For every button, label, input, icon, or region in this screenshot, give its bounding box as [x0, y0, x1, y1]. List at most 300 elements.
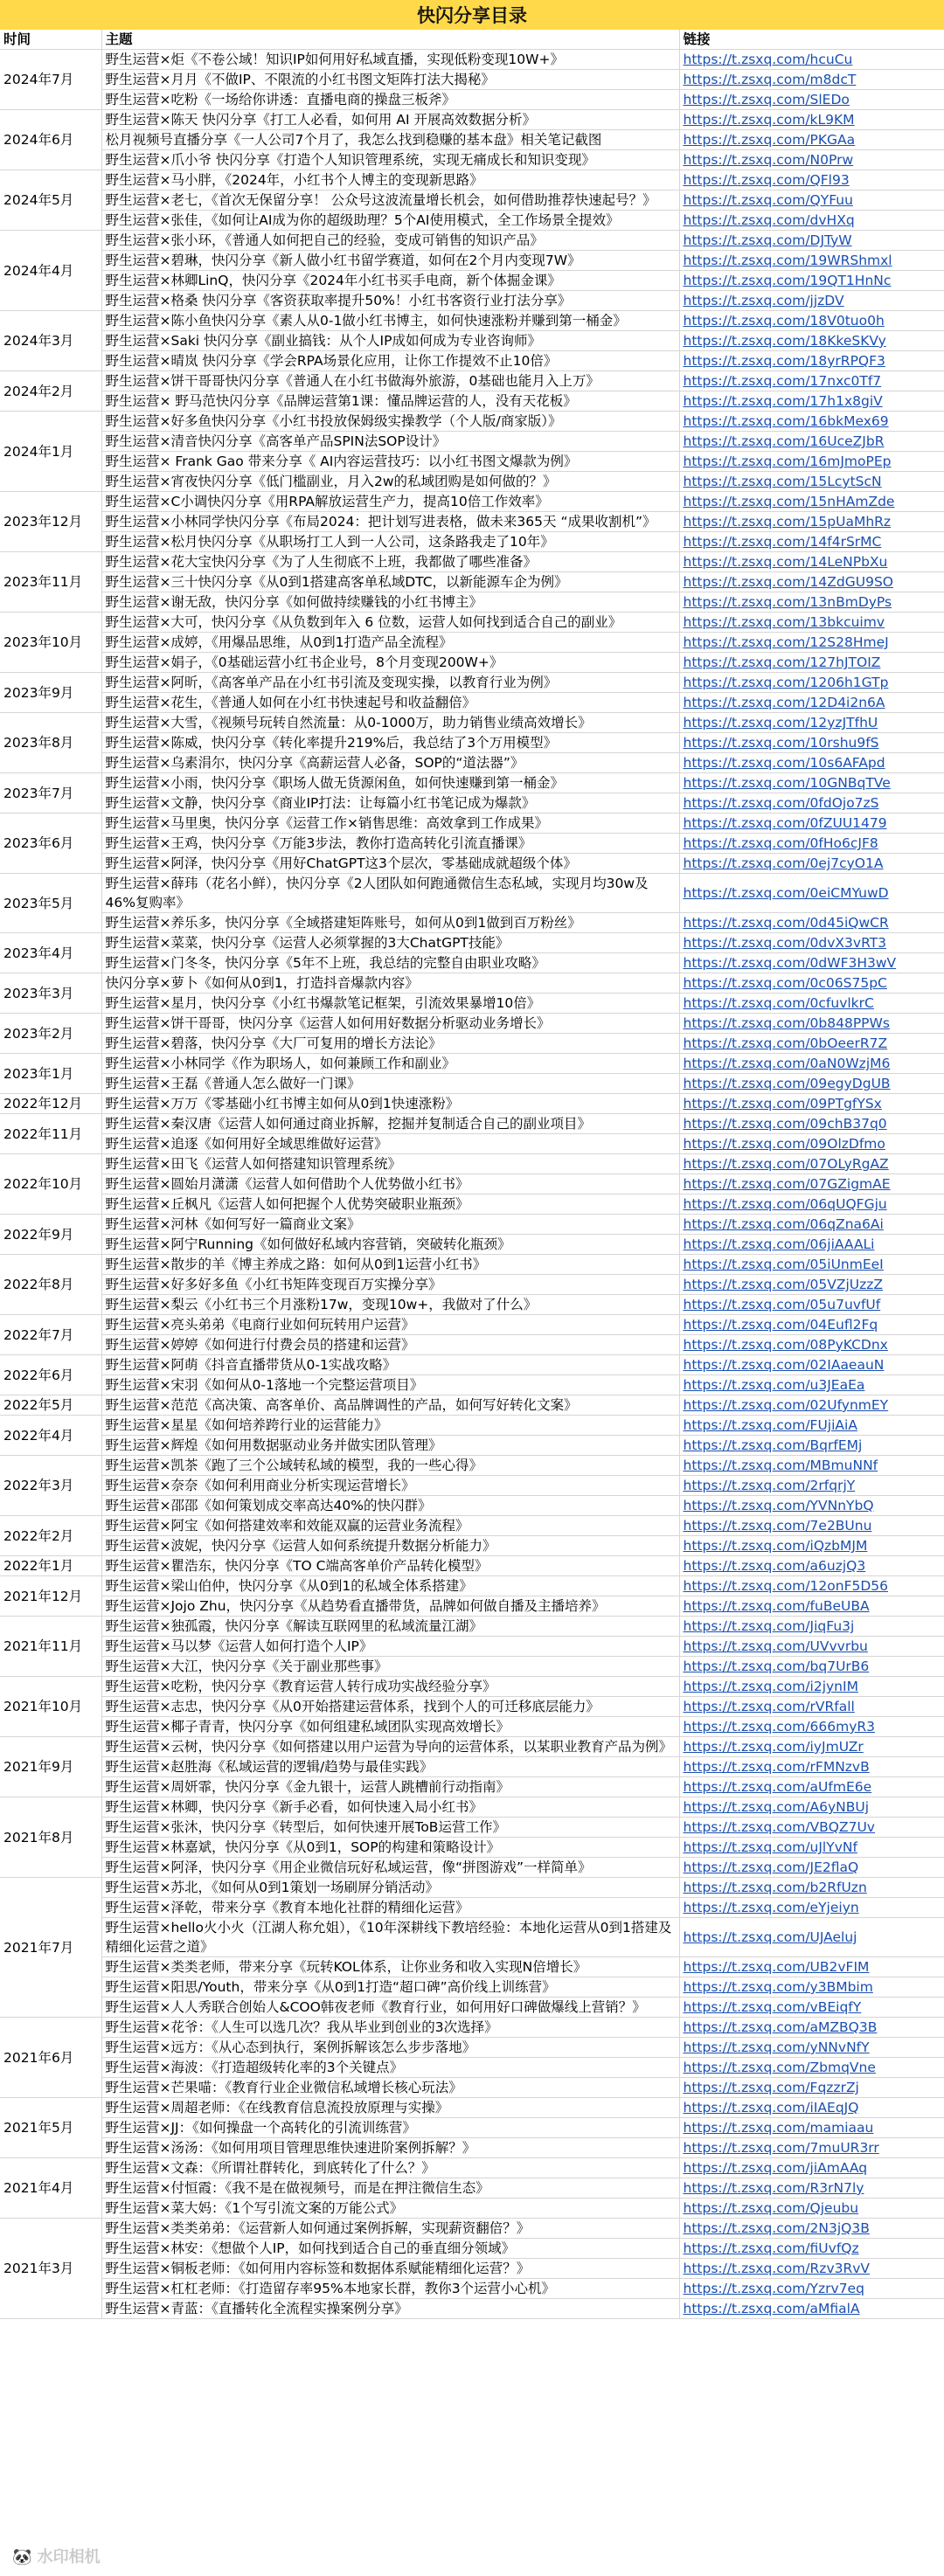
table-row — [0, 150, 944, 170]
topic-cell: 野生运营×菜菜，快闪分享《运营人必须掌握的3大ChatGPT技能》 — [101, 933, 679, 953]
month-cell: 2022年1月 — [0, 1556, 101, 1576]
table-row — [0, 834, 944, 854]
link-cell[interactable]: https://t.zsxq.com/0d45iQwCR — [679, 913, 944, 933]
page-title: 快闪分享目录 — [0, 0, 944, 31]
link-cell[interactable]: https://t.zsxq.com/iyJmUZr — [679, 1737, 944, 1757]
link-cell[interactable]: https://t.zsxq.com/12yzJTfhU — [679, 713, 944, 733]
link-cell[interactable]: https://t.zsxq.com/09PTgfYSx — [679, 1094, 944, 1114]
topic-cell: 野生运营×Jojo Zhu，快闪分享《从趋势看直播带货，品牌如何做自播及主播培养》 — [101, 1596, 679, 1617]
link-cell[interactable]: https://t.zsxq.com/b2RfUzn — [679, 1878, 944, 1898]
topic-cell: 野生运营×人人秀联合创始人&COO韩夜老师《教育行业，如何用好口碑做爆线上营销？》 — [101, 1998, 679, 2018]
link-cell[interactable]: https://t.zsxq.com/0b848PPWs — [679, 1014, 944, 1034]
month-cell: 2021年6月 — [0, 2018, 101, 2098]
table-row — [0, 1496, 944, 1516]
link-cell[interactable]: https://t.zsxq.com/12onF5D56 — [679, 1576, 944, 1596]
month-cell: 2024年7月 — [0, 50, 101, 110]
link-cell[interactable]: https://t.zsxq.com/14f4rSrMC — [679, 532, 944, 552]
table-row — [0, 913, 944, 933]
link-cell[interactable]: https://t.zsxq.com/iQzbMJM — [679, 1536, 944, 1556]
topic-cell: 野生运营×河林《如何写好一篇商业文案》 — [101, 1215, 679, 1235]
month-cell: 2022年11月 — [0, 1114, 101, 1154]
link-cell[interactable]: https://t.zsxq.com/aMZBQ3B — [679, 2018, 944, 2038]
topic-cell: 野生运营×乌素涓尔，快闪分享《高薪运营人必备，SOP的“道法器”》 — [101, 753, 679, 773]
topic-cell: 野生运营×阿昕，《高客单产品在小红书引流及变现实操，以教育行业为例》 — [101, 673, 679, 693]
link-cell[interactable]: https://t.zsxq.com/kL9KM — [679, 110, 944, 130]
link-cell[interactable]: https://t.zsxq.com/05VZjUzzZ — [679, 1275, 944, 1295]
topic-cell: 快闪分享×萝卜《如何从0到1，打造抖音爆款内容》 — [101, 973, 679, 994]
table-row — [0, 512, 944, 532]
topic-cell: 野生运营×田飞《运营人如何搭建知识管理系统》 — [101, 1154, 679, 1174]
table-row — [0, 1114, 944, 1134]
topic-cell: 野生运营×杠杠老师：《打造留存率95%本地家长群，教你3个运营小心机》 — [101, 2279, 679, 2299]
topic-cell: 野生运营×赵胜海《私域运营的逻辑/趋势与最佳实践》 — [101, 1757, 679, 1777]
table-row — [0, 492, 944, 512]
link-cell[interactable]: https://t.zsxq.com/127hJTOIZ — [679, 653, 944, 673]
link-cell[interactable]: https://t.zsxq.com/666myR3 — [679, 1717, 944, 1737]
link-cell[interactable]: https://t.zsxq.com/10GNBqTVe — [679, 773, 944, 793]
topic-cell: 野生运营×文静，快闪分享《商业IP打法：让每篇小红书笔记成为爆款》 — [101, 793, 679, 814]
table-row — [0, 1818, 944, 1838]
month-cell: 2023年4月 — [0, 933, 101, 973]
link-cell[interactable]: https://t.zsxq.com/QYFuu — [679, 190, 944, 211]
topic-cell: 野生运营×阿泽，快闪分享《用好ChatGPT这3个层次，零基础成就超级个体》 — [101, 854, 679, 874]
topic-cell: 野生运营×好多好多鱼《小红书矩阵变现百万实操分享》 — [101, 1275, 679, 1295]
table-row — [0, 854, 944, 874]
link-cell[interactable]: https://t.zsxq.com/m8dcT — [679, 70, 944, 90]
table-row — [0, 1717, 944, 1737]
month-cell: 2024年1月 — [0, 412, 101, 492]
table-row — [0, 1014, 944, 1034]
table-row — [0, 1134, 944, 1154]
topic-cell: 野生运营×清音快闪分享《高客单产品SPIN法SOP设计》 — [101, 432, 679, 452]
topic-cell: 野生运营×养乐多，快闪分享《全域搭建矩阵账号，如何从0到1做到百万粉丝》 — [101, 913, 679, 933]
link-cell[interactable]: https://t.zsxq.com/09OlzDfmo — [679, 1134, 944, 1154]
table-row — [0, 311, 944, 331]
topic-cell: 野生运营×炬《不卷公域！知识IP如何用好私域直播，实现低粉变现10W+》 — [101, 50, 679, 70]
topic-cell: 野生运营×周超老师：《在线教育信息流投放原理与实操》 — [101, 2098, 679, 2118]
topic-cell: 野生运营×周妍霏，快闪分享《金九银十，运营人跳槽前行动指南》 — [101, 1777, 679, 1797]
table-row — [0, 1195, 944, 1215]
topic-cell: 野生运营×阳思/Youth，带来分享《从0到1打造“超口碑”高价线上训练营》 — [101, 1977, 679, 1998]
link-cell[interactable]: https://t.zsxq.com/Rzv3RvV — [679, 2259, 944, 2279]
topic-cell: 野生运营×宋羽《如何从0-1落地一个完整运营项目》 — [101, 1375, 679, 1395]
link-cell[interactable]: https://t.zsxq.com/ZbmqVne — [679, 2058, 944, 2078]
table-row — [0, 2138, 944, 2158]
link-cell[interactable]: https://t.zsxq.com/aMfialA — [679, 2299, 944, 2319]
topic-cell: 野生运营×陈威，快闪分享《转化率提升219%后，我总结了3个万用模型》 — [101, 733, 679, 753]
link-cell[interactable]: https://t.zsxq.com/02IAaeauN — [679, 1355, 944, 1375]
link-cell[interactable]: https://t.zsxq.com/08PyKCDnx — [679, 1335, 944, 1355]
month-cell: 2024年5月 — [0, 170, 101, 231]
table-row — [0, 633, 944, 653]
link-cell[interactable]: https://t.zsxq.com/10s6AFApd — [679, 753, 944, 773]
table-row — [0, 1677, 944, 1697]
topic-cell: 野生运营× Frank Gao 带来分享《 AI内容运营技巧：以小红书图文爆款为例》 — [101, 452, 679, 472]
topic-cell: 野生运营×菜大妈：《1个写引流文案的万能公式》 — [101, 2199, 679, 2219]
link-cell[interactable]: https://t.zsxq.com/jiAmAAq — [679, 2158, 944, 2178]
month-cell: 2021年12月 — [0, 1576, 101, 1617]
link-cell[interactable]: https://t.zsxq.com/0c06S75pC — [679, 973, 944, 994]
link-cell[interactable]: https://t.zsxq.com/14LeNPbXu — [679, 552, 944, 572]
table-row — [0, 793, 944, 814]
link-cell[interactable]: https://t.zsxq.com/05iUnmEeI — [679, 1255, 944, 1275]
link-cell[interactable]: https://t.zsxq.com/0fdOjo7zS — [679, 793, 944, 814]
link-cell[interactable]: https://t.zsxq.com/0cfuvlkrC — [679, 994, 944, 1014]
link-cell[interactable]: https://t.zsxq.com/1206h1GTp — [679, 673, 944, 693]
table-row — [0, 130, 944, 150]
table-row — [0, 753, 944, 773]
topic-cell: 野生运营×陈天 快闪分享《打工人必看，如何用 AI 开展高效数据分析》 — [101, 110, 679, 130]
link-cell[interactable]: https://t.zsxq.com/QFl93 — [679, 170, 944, 190]
link-cell[interactable]: https://t.zsxq.com/JiqFu3j — [679, 1617, 944, 1637]
link-cell[interactable]: https://t.zsxq.com/0fZUU1479 — [679, 814, 944, 834]
table-row — [0, 1416, 944, 1436]
link-cell[interactable]: https://t.zsxq.com/BqrfEMj — [679, 1436, 944, 1456]
table-row — [0, 1898, 944, 1918]
table-row — [0, 1315, 944, 1335]
link-cell[interactable]: https://t.zsxq.com/0ej7cyO1A — [679, 854, 944, 874]
link-cell[interactable]: https://t.zsxq.com/dvHXq — [679, 211, 944, 231]
link-cell[interactable]: https://t.zsxq.com/15nHAmZde — [679, 492, 944, 512]
table-row — [0, 1074, 944, 1094]
table-row — [0, 1838, 944, 1858]
topic-cell: 野生运营×梁山伯仲，快闪分享《从0到1的私域全体系搭建》 — [101, 1576, 679, 1596]
link-cell[interactable]: https://t.zsxq.com/0eiCMYuwD — [679, 874, 944, 913]
topic-cell: 野生运营×C小调快闪分享《用RPA解放运营生产力，提高10倍工作效率》 — [101, 492, 679, 512]
table-row — [0, 1536, 944, 1556]
topic-cell: 野生运营×晴岚 快闪分享《学会RPA场景化应用，让你工作提效不止10倍》 — [101, 351, 679, 371]
link-cell[interactable]: https://t.zsxq.com/19QT1HnNc — [679, 271, 944, 291]
link-cell[interactable]: https://t.zsxq.com/rVRfall — [679, 1697, 944, 1717]
link-cell[interactable]: https://t.zsxq.com/12D4i2n6A — [679, 693, 944, 713]
topic-cell: 野生运营×汤汤：《如何用项目管理思维快速进阶案例拆解？》 — [101, 2138, 679, 2158]
link-cell[interactable]: https://t.zsxq.com/bq7UrB6 — [679, 1657, 944, 1677]
link-cell[interactable]: https://t.zsxq.com/eYjeiyn — [679, 1898, 944, 1918]
table-row — [0, 2158, 944, 2178]
link-cell[interactable]: https://t.zsxq.com/16mJmoPEp — [679, 452, 944, 472]
link-cell[interactable]: https://t.zsxq.com/13bkcuimv — [679, 613, 944, 633]
link-cell[interactable]: https://t.zsxq.com/0fHo6cJF8 — [679, 834, 944, 854]
link-cell[interactable]: https://t.zsxq.com/jjzDV — [679, 291, 944, 311]
topic-cell: 野生运营×林嘉斌，快闪分享《从0到1，SOP的构建和策略设计》 — [101, 1838, 679, 1858]
topic-cell: 野生运营×阿泽，快闪分享《用企业微信玩好私域运营，像“拼图游戏”一样简单》 — [101, 1858, 679, 1878]
link-cell[interactable]: https://t.zsxq.com/0dvX3vRT3 — [679, 933, 944, 953]
table-row — [0, 231, 944, 251]
table-row — [0, 2038, 944, 2058]
link-cell[interactable]: https://t.zsxq.com/06jiAAALi — [679, 1235, 944, 1255]
topic-cell: 野生运营×瞿浩东，快闪分享《TO C端高客单价产品转化模型》 — [101, 1556, 679, 1576]
link-cell[interactable]: https://t.zsxq.com/06qZna6Ai — [679, 1215, 944, 1235]
topic-cell: 野生运营×邵邵《如何策划成交率高达40%的快闪群》 — [101, 1496, 679, 1516]
table-row — [0, 1977, 944, 1998]
month-cell: 2022年5月 — [0, 1395, 101, 1416]
link-cell[interactable]: https://t.zsxq.com/N0Prw — [679, 150, 944, 170]
month-cell: 2022年9月 — [0, 1215, 101, 1255]
link-cell[interactable]: https://t.zsxq.com/VBQZ7Uv — [679, 1818, 944, 1838]
table-row — [0, 1375, 944, 1395]
table-row — [0, 70, 944, 90]
topic-cell: 野生运营×碧琳，快闪分享《新人做小红书留学赛道，如何在2个月内变现7W》 — [101, 251, 679, 271]
table-row — [0, 1757, 944, 1777]
table-row — [0, 452, 944, 472]
month-cell: 2022年10月 — [0, 1154, 101, 1215]
table-row — [0, 613, 944, 633]
table-row — [0, 1657, 944, 1677]
link-cell[interactable]: https://t.zsxq.com/JE2flaQ — [679, 1858, 944, 1878]
topic-cell: 野生运营×花爷：《人生可以选几次？我从毕业到创业的3次选择》 — [101, 2018, 679, 2038]
topic-cell: 野生运营×吃粉，快闪分享《教育运营人转行成功实战经验分享》 — [101, 1677, 679, 1697]
link-cell[interactable]: https://t.zsxq.com/07GZigmAE — [679, 1174, 944, 1195]
table-row — [0, 572, 944, 592]
topic-cell: 野生运营×志忠，快闪分享《从0开始搭建运营体系，找到个人的可迁移底层能力》 — [101, 1697, 679, 1717]
table-row — [0, 1034, 944, 1054]
table-row — [0, 874, 944, 913]
table-row — [0, 1395, 944, 1416]
topic-cell: 野生运营×碧落，快闪分享《大厂可复用的增长方法论》 — [101, 1034, 679, 1054]
topic-cell: 野生运营×青蓝：《直播转化全流程实操案例分享》 — [101, 2299, 679, 2319]
table-row — [0, 1054, 944, 1074]
link-cell[interactable]: https://t.zsxq.com/16UceZJbR — [679, 432, 944, 452]
link-cell[interactable]: https://t.zsxq.com/MBmuNNf — [679, 1456, 944, 1476]
table-row — [0, 773, 944, 793]
topic-cell: 野生运营×类类老师，带来分享《玩转KOL体系，让你业务和收入实现N倍增长》 — [101, 1957, 679, 1977]
month-cell: 2021年4月 — [0, 2158, 101, 2219]
link-cell[interactable]: https://t.zsxq.com/uJlYvNf — [679, 1838, 944, 1858]
link-cell[interactable]: https://t.zsxq.com/02UfynmEY — [679, 1395, 944, 1416]
link-cell[interactable]: https://t.zsxq.com/mamiaau — [679, 2118, 944, 2138]
table-row — [0, 552, 944, 572]
table-row — [0, 90, 944, 110]
topic-cell: 野生运营×芒果喵：《教育行业企业微信私域增长核心玩法》 — [101, 2078, 679, 2098]
table-row — [0, 1858, 944, 1878]
topic-cell: 野生运营×好多鱼快闪分享《小红书投放保姆级实操教学（个人版/商家版）》 — [101, 412, 679, 432]
table-row — [0, 1737, 944, 1757]
link-cell[interactable]: https://t.zsxq.com/Qjeubu — [679, 2199, 944, 2219]
topic-cell: 野生运营×花生，《普通人如何在小红书快速起号和收益翻倍》 — [101, 693, 679, 713]
table-row — [0, 170, 944, 190]
link-cell[interactable]: https://t.zsxq.com/fuBeUBA — [679, 1596, 944, 1617]
link-cell[interactable]: https://t.zsxq.com/16bkMex69 — [679, 412, 944, 432]
table-row — [0, 1576, 944, 1596]
month-cell: 2021年3月 — [0, 2219, 101, 2319]
month-cell: 2024年3月 — [0, 311, 101, 371]
table-row — [0, 271, 944, 291]
topic-cell: 野生运营×凯茶《跑了三个公域转私域的模型，我的一些心得》 — [101, 1456, 679, 1476]
table-row — [0, 391, 944, 412]
link-cell[interactable]: https://t.zsxq.com/14ZdGU9SO — [679, 572, 944, 592]
header-topic: 主题 — [101, 30, 679, 50]
topic-cell: 野生运营×范范《高决策、高客单价、高品牌调性的产品，如何写好转化文案》 — [101, 1395, 679, 1416]
table-row — [0, 1957, 944, 1977]
link-cell[interactable]: https://t.zsxq.com/10rshu9fS — [679, 733, 944, 753]
topic-cell: 野生运营× 野马范快闪分享《品牌运营第1课：懂品牌运营的人，没有天花板》 — [101, 391, 679, 412]
link-cell[interactable]: https://t.zsxq.com/yNNvNfY — [679, 2038, 944, 2058]
header-month: 时间 — [0, 30, 101, 50]
topic-cell: 野生运营×阿宝《如何搭建效率和效能双赢的运营业务流程》 — [101, 1516, 679, 1536]
month-cell: 2023年7月 — [0, 773, 101, 814]
link-cell[interactable]: https://t.zsxq.com/UB2vFIM — [679, 1957, 944, 1977]
link-cell[interactable]: https://t.zsxq.com/18V0tuo0h — [679, 311, 944, 331]
month-cell: 2024年6月 — [0, 110, 101, 170]
link-cell[interactable]: https://t.zsxq.com/UJAeluj — [679, 1918, 944, 1957]
month-cell: 2022年2月 — [0, 1516, 101, 1556]
topic-cell: 野生运营×辉煌《如何用数据驱动业务并做实团队管理》 — [101, 1436, 679, 1456]
topic-cell: 野生运营×婷婷《如何进行付费会员的搭建和运营》 — [101, 1335, 679, 1355]
table-row — [0, 713, 944, 733]
topic-cell: 野生运营×Saki 快闪分享《副业搞钱：从个人IP成如何成为专业咨询师》 — [101, 331, 679, 351]
link-cell[interactable]: https://t.zsxq.com/SlEDo — [679, 90, 944, 110]
link-cell[interactable]: https://t.zsxq.com/7muUR3rr — [679, 2138, 944, 2158]
table-row — [0, 673, 944, 693]
table-row — [0, 2058, 944, 2078]
table-row — [0, 1998, 944, 2018]
link-cell[interactable]: https://t.zsxq.com/17nxc0Tf7 — [679, 371, 944, 391]
link-cell[interactable]: https://t.zsxq.com/0aN0WzjM6 — [679, 1054, 944, 1074]
table-row — [0, 2219, 944, 2239]
topic-cell: 野生运营×吃粉《一场给你讲透：直播电商的操盘三板斧》 — [101, 90, 679, 110]
link-cell[interactable]: https://t.zsxq.com/06qUQFGju — [679, 1195, 944, 1215]
topic-cell: 野生运营×小林同学快闪分享《布局2024：把计划写进表格，做未来365天 “成果收割机”》 — [101, 512, 679, 532]
topic-cell: 野生运营×林卿，快闪分享《新手必看，如何快速入局小红书》 — [101, 1797, 679, 1818]
topic-cell: 野生运营×付恒霞：《我不是在做视频号，而是在押注微信生态》 — [101, 2178, 679, 2199]
topic-cell: 野生运营×爪小爷 快闪分享《打造个人知识管理系统，实现无痛成长和知识变现》 — [101, 150, 679, 170]
table-row — [0, 994, 944, 1014]
topic-cell: 野生运营×散步的羊《博主养成之路：如何从0到1运营小红书》 — [101, 1255, 679, 1275]
table-row — [0, 1556, 944, 1576]
table-row — [0, 1295, 944, 1315]
link-cell[interactable]: https://t.zsxq.com/i2jynIM — [679, 1677, 944, 1697]
link-cell[interactable]: https://t.zsxq.com/FqzzrZj — [679, 2078, 944, 2098]
link-cell[interactable]: https://t.zsxq.com/18KkeSKVy — [679, 331, 944, 351]
link-cell[interactable]: https://t.zsxq.com/05u7uvfUf — [679, 1295, 944, 1315]
link-cell[interactable]: https://t.zsxq.com/13nBmDyPs — [679, 592, 944, 613]
table-row — [0, 2259, 944, 2279]
link-cell[interactable]: https://t.zsxq.com/19WRShmxl — [679, 251, 944, 271]
table-row — [0, 1094, 944, 1114]
table-row — [0, 2018, 944, 2038]
link-cell[interactable]: https://t.zsxq.com/iIAEqJQ — [679, 2098, 944, 2118]
month-cell: 2023年8月 — [0, 713, 101, 773]
table-row — [0, 2098, 944, 2118]
month-cell: 2023年1月 — [0, 1054, 101, 1094]
link-cell[interactable]: https://t.zsxq.com/09egyDgUB — [679, 1074, 944, 1094]
topic-cell: 野生运营×成婷，《用爆品思维，从0到1打造产品全流程》 — [101, 633, 679, 653]
table-row — [0, 50, 944, 70]
month-cell: 2023年3月 — [0, 973, 101, 1014]
topic-cell: 野生运营×追逐《如何用好全域思维做好运营》 — [101, 1134, 679, 1154]
table-row — [0, 1918, 944, 1957]
topic-cell: 野生运营×椰子青青，快闪分享《如何组建私域团队实现高效增长》 — [101, 1717, 679, 1737]
table-row — [0, 693, 944, 713]
month-cell: 2023年12月 — [0, 492, 101, 552]
link-cell[interactable]: https://t.zsxq.com/y3BMbim — [679, 1977, 944, 1998]
topic-cell: 野生运营×远方：《从心态到执行，案例拆解该怎么步步落地》 — [101, 2038, 679, 2058]
topic-cell: 野生运营×大可，快闪分享《从负数到年入 6 位数，运营人如何找到适合自己的副业》 — [101, 613, 679, 633]
table-row — [0, 1235, 944, 1255]
topic-cell: 野生运营×薛玮（花名小鲜），快闪分享《2人团队如何跑通微信生态私域，实现月均30w及46%复购率》 — [101, 874, 679, 913]
link-cell[interactable]: https://t.zsxq.com/04Eufl2Fq — [679, 1315, 944, 1335]
table-row — [0, 953, 944, 973]
topic-cell: 野生运营×饼干哥哥，快闪分享《运营人如何用好数据分析驱动业务增长》 — [101, 1014, 679, 1034]
table-row — [0, 190, 944, 211]
link-cell[interactable]: https://t.zsxq.com/09chB37q0 — [679, 1114, 944, 1134]
table-row — [0, 814, 944, 834]
link-cell[interactable]: https://t.zsxq.com/rFMNzvB — [679, 1757, 944, 1777]
link-cell[interactable]: https://t.zsxq.com/UVvvrbu — [679, 1637, 944, 1657]
link-cell[interactable]: https://t.zsxq.com/YVNnYbQ — [679, 1496, 944, 1516]
topic-cell: 野生运营×林卿LinQ，快闪分享《2024年小红书买手电商，新个体掘金课》 — [101, 271, 679, 291]
link-cell[interactable]: https://t.zsxq.com/fiUvfQz — [679, 2239, 944, 2259]
link-cell[interactable]: https://t.zsxq.com/R3rN7ly — [679, 2178, 944, 2199]
topic-cell: 野生运营×格桑 快闪分享《客资获取率提升50%！小红书客资行业打法分享》 — [101, 291, 679, 311]
table-row — [0, 472, 944, 492]
month-cell: 2021年5月 — [0, 2098, 101, 2158]
topic-cell: 野生运营×王磊《普通人怎么做好一门课》 — [101, 1074, 679, 1094]
topic-cell: 野生运营×马里奥，快闪分享《运营工作×销售思维：高效拿到工作成果》 — [101, 814, 679, 834]
link-cell[interactable]: https://t.zsxq.com/2rfqrjY — [679, 1476, 944, 1496]
month-cell: 2022年7月 — [0, 1315, 101, 1355]
table-row — [0, 733, 944, 753]
link-cell[interactable]: https://t.zsxq.com/15pUaMhRz — [679, 512, 944, 532]
link-cell[interactable]: https://t.zsxq.com/07OLyRgAZ — [679, 1154, 944, 1174]
link-cell[interactable]: https://t.zsxq.com/0dWF3H3wV — [679, 953, 944, 973]
link-cell[interactable]: https://t.zsxq.com/0bOeerR7Z — [679, 1034, 944, 1054]
table-row — [0, 1878, 944, 1898]
topic-cell: 野生运营×林安：《想做个人IP，如何找到适合自己的垂直细分领域》 — [101, 2239, 679, 2259]
link-cell[interactable]: https://t.zsxq.com/7e2BUnu — [679, 1516, 944, 1536]
topic-cell: 野生运营×星月，快闪分享《小红书爆款笔记框架，引流效果暴增10倍》 — [101, 994, 679, 1014]
link-cell[interactable]: https://t.zsxq.com/2N3jQ3B — [679, 2219, 944, 2239]
month-cell: 2021年11月 — [0, 1617, 101, 1677]
table-row — [0, 211, 944, 231]
table-row — [0, 1275, 944, 1295]
link-cell[interactable]: https://t.zsxq.com/PKGAa — [679, 130, 944, 150]
link-cell[interactable]: https://t.zsxq.com/a6uzjQ3 — [679, 1556, 944, 1576]
table-row — [0, 1697, 944, 1717]
header-link: 链接 — [679, 30, 944, 50]
topic-cell: 野生运营×波妮，快闪分享《运营人如何系统提升数据分析能力》 — [101, 1536, 679, 1556]
link-cell[interactable]: https://t.zsxq.com/hcuCu — [679, 50, 944, 70]
table-row — [0, 2239, 944, 2259]
link-cell[interactable]: https://t.zsxq.com/aUfmE6e — [679, 1777, 944, 1797]
topic-cell: 野生运营×阿萌《抖音直播带货从0-1实战攻略》 — [101, 1355, 679, 1375]
link-cell[interactable]: https://t.zsxq.com/FUjiAiA — [679, 1416, 944, 1436]
month-cell: 2021年9月 — [0, 1737, 101, 1797]
topic-cell: 野生运营×万万《零基础小红书博主如何从0到1快速涨粉》 — [101, 1094, 679, 1114]
table-row — [0, 532, 944, 552]
month-cell: 2022年3月 — [0, 1456, 101, 1516]
table-header-row — [0, 30, 944, 50]
table-row — [0, 331, 944, 351]
link-cell[interactable]: https://t.zsxq.com/15LcytScN — [679, 472, 944, 492]
link-cell[interactable]: https://t.zsxq.com/DJTyW — [679, 231, 944, 251]
link-cell[interactable]: https://t.zsxq.com/vBEiqfY — [679, 1998, 944, 2018]
link-cell[interactable]: https://t.zsxq.com/18yrRPQF3 — [679, 351, 944, 371]
link-cell[interactable]: https://t.zsxq.com/u3JEaEa — [679, 1375, 944, 1395]
link-cell[interactable]: https://t.zsxq.com/A6yNBUj — [679, 1797, 944, 1818]
link-cell[interactable]: https://t.zsxq.com/Yzrv7eq — [679, 2279, 944, 2299]
month-cell: 2023年10月 — [0, 613, 101, 673]
link-cell[interactable]: https://t.zsxq.com/12S28HmeJ — [679, 633, 944, 653]
table-row — [0, 2299, 944, 2319]
link-cell[interactable]: https://t.zsxq.com/17h1x8giV — [679, 391, 944, 412]
table-row — [0, 1215, 944, 1235]
topic-cell: 野生运营×云树，快闪分享《如何搭建以用户运营为导向的运营体系，以某职业教育产品为例》 — [101, 1737, 679, 1757]
table-row — [0, 592, 944, 613]
table-row — [0, 653, 944, 673]
topic-cell: 野生运营×泽乾，带来分享《教育本地化社群的精细化运营》 — [101, 1898, 679, 1918]
topic-cell: 野生运营×陈小鱼快闪分享《素人从0-1做小红书博主，如何快速涨粉并赚到第一桶金》 — [101, 311, 679, 331]
